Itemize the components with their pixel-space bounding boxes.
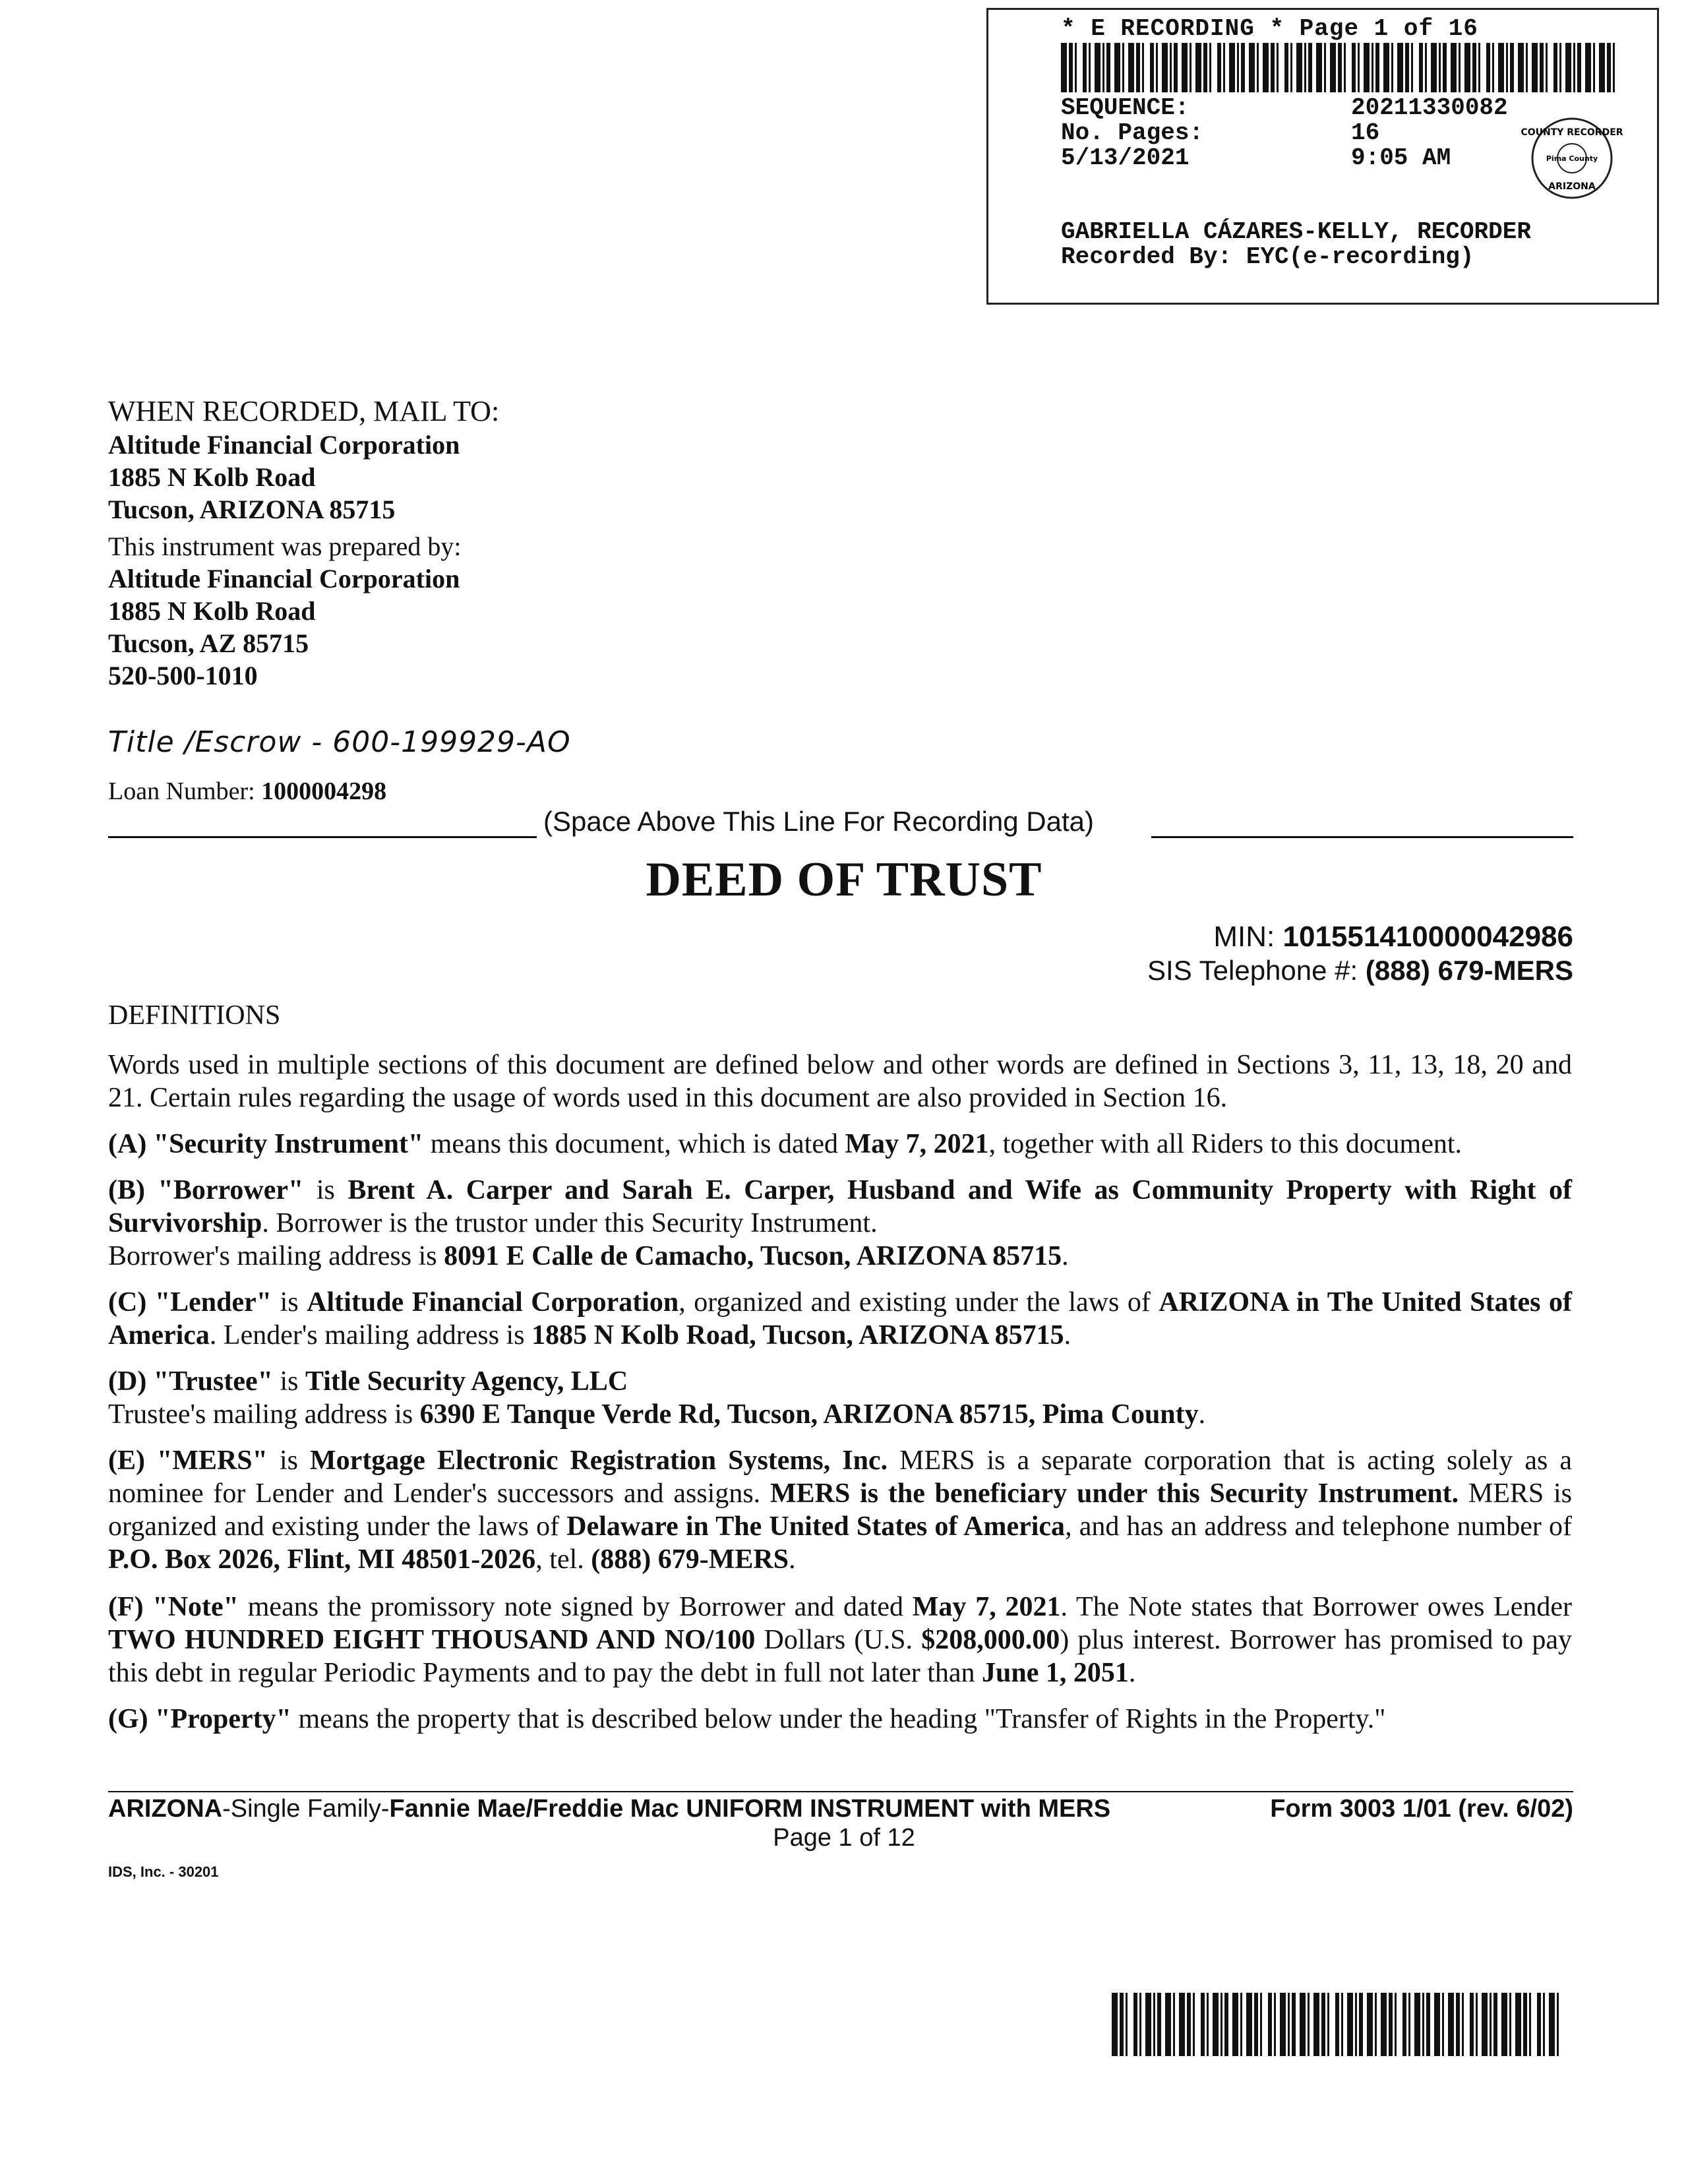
definition-f-label: (F) "Note" xyxy=(108,1592,239,1622)
barcode-bar xyxy=(1213,1993,1219,2056)
seal-text-bottom: ARIZONA xyxy=(1548,181,1596,192)
barcode-bar xyxy=(1280,1993,1286,2056)
title-escrow-handwritten: Title /Escrow - 600-199929-AO xyxy=(108,725,571,759)
barcode-bar xyxy=(1532,43,1538,92)
definition-e-text-6: . xyxy=(789,1544,796,1575)
barcode-bar xyxy=(1464,43,1470,92)
recording-time: 9:05 AM xyxy=(1351,144,1451,171)
barcode-bar xyxy=(1292,1993,1296,2056)
barcode-bar xyxy=(1472,43,1476,92)
barcode-bar xyxy=(1268,1993,1272,2056)
barcode-bar xyxy=(1523,1993,1527,2056)
barcode-bar xyxy=(1540,43,1544,92)
definition-c-text-2: , organized and existing under the laws of xyxy=(678,1287,1159,1318)
barcode-bar xyxy=(1443,43,1447,92)
barcode-bar xyxy=(1246,1993,1252,2056)
security-instrument-date: May 7, 2021 xyxy=(845,1129,989,1159)
barcode-bar xyxy=(1422,1993,1424,2056)
barcode-bar xyxy=(1448,1993,1454,2056)
barcode-bar xyxy=(1546,43,1548,92)
barcode-bar xyxy=(1518,43,1524,92)
sequence-value: 20211330082 xyxy=(1351,94,1508,121)
barcode-bar xyxy=(1498,43,1504,92)
definition-g-text: means the property that is described below under the heading "Transfer of Rights in the Property." xyxy=(291,1704,1386,1734)
recording-stamp xyxy=(986,8,1659,305)
mers-telephone: (888) 679-MERS xyxy=(591,1544,789,1575)
barcode-bar xyxy=(1559,43,1561,92)
lender-address: 1885 N Kolb Road, Tucson, ARIZONA 85715 xyxy=(531,1320,1064,1350)
barcode-bar xyxy=(1324,43,1326,92)
barcode-bar xyxy=(1462,1993,1464,2056)
mers-address: P.O. Box 2026, Flint, MI 48501-2026 xyxy=(108,1544,536,1575)
barcode-bar xyxy=(1182,43,1188,92)
definition-c-text-3: . Lender's mailing address is xyxy=(209,1320,532,1350)
barcode-bar xyxy=(1402,1993,1406,2056)
barcode-bar xyxy=(1459,43,1461,92)
barcode-bar xyxy=(1613,43,1615,92)
definition-a xyxy=(108,1128,1572,1161)
barcode-bar xyxy=(1106,43,1110,92)
barcode-bar xyxy=(1145,1993,1151,2056)
borrower-names: Brent A. Carper and Sarah E. Carper, Husband and Wife as Community Property with Right of Survivorship xyxy=(108,1175,1572,1238)
min-value: 101551410000042986 xyxy=(1282,921,1573,953)
barcode-bar xyxy=(1153,1993,1155,2056)
barcode-bar xyxy=(1364,43,1370,92)
barcode-bar xyxy=(1207,1993,1209,2056)
barcode-bar xyxy=(1142,43,1144,92)
barcode-bar xyxy=(1434,1993,1440,2056)
definition-g-label: (G) "Property" xyxy=(108,1704,291,1734)
barcode-bar xyxy=(1209,43,1211,92)
barcode-bar xyxy=(1165,1993,1171,2056)
sis-line xyxy=(1147,955,1573,986)
recorder-name: GABRIELLA CÁZARES-KELLY, RECORDER xyxy=(1061,218,1531,245)
barcode-bar xyxy=(1389,1993,1393,2056)
recording-barcode xyxy=(1061,43,1621,92)
barcode-bar xyxy=(1083,43,1087,92)
space-above-text: (Space Above This Line For Recording Data) xyxy=(543,806,1094,837)
mers-name: Mortgage Electronic Registration Systems, Inc. xyxy=(310,1445,888,1476)
definition-c-text-4: . xyxy=(1064,1320,1071,1350)
barcode-bar xyxy=(1254,1993,1258,2056)
definition-f-text-4: ) plus interest. Borrower has promised to pay this debt in regular Periodic Payments and to pay the debt in full not later than xyxy=(108,1625,1572,1688)
loan-number-label: Loan Number: xyxy=(108,777,255,805)
barcode-bar xyxy=(1190,43,1191,92)
definition-e-label: (E) "MERS" xyxy=(108,1445,268,1476)
barcode-bar xyxy=(1296,43,1302,92)
pages-label: No. Pages: xyxy=(1061,119,1204,146)
sis-value: (888) 679-MERS xyxy=(1365,955,1573,986)
barcode-bar xyxy=(1126,1993,1128,2056)
barcode-bar xyxy=(1290,43,1292,92)
note-date: May 7, 2021 xyxy=(912,1592,1061,1622)
definition-a-text: means this document, which is dated xyxy=(423,1129,845,1159)
barcode-bar xyxy=(1408,1993,1410,2056)
barcode-bar xyxy=(1486,43,1490,92)
barcode-bar xyxy=(1114,43,1120,92)
definition-e-text-5: , tel. xyxy=(535,1544,591,1575)
bottom-barcode xyxy=(1112,1993,1560,2056)
definition-e-text-3: MERS is organized and existing under the laws of xyxy=(108,1478,1573,1542)
recorded-by: Recorded By: EYC(e-recording) xyxy=(1061,243,1474,270)
mail-to-street: 1885 N Kolb Road xyxy=(108,462,316,492)
barcode-bar xyxy=(1316,43,1322,92)
barcode-bar xyxy=(1237,43,1239,92)
definition-b xyxy=(108,1174,1572,1273)
barcode-bar xyxy=(1451,43,1457,92)
footer-form-number: Form 3003 1/01 (rev. 6/02) xyxy=(1270,1795,1573,1823)
barcode-bar xyxy=(1405,43,1409,92)
prepared-by-name: Altitude Financial Corporation xyxy=(108,564,460,593)
barcode-bar xyxy=(1271,43,1275,92)
barcode-bar xyxy=(1585,43,1591,92)
barcode-bar xyxy=(1201,1993,1205,2056)
barcode-bar xyxy=(1150,43,1154,92)
barcode-bar xyxy=(1232,1993,1238,2056)
prepared-by-phone: 520-500-1010 xyxy=(108,661,258,690)
definition-e xyxy=(108,1444,1572,1576)
definition-a-text-end: , together with all Riders to this document. xyxy=(988,1129,1462,1159)
barcode-bar xyxy=(1573,43,1575,92)
footer-state: ARIZONA xyxy=(108,1795,223,1823)
loan-amount-words: TWO HUNDRED EIGHT THOUSAND AND NO/100 xyxy=(108,1625,756,1655)
definition-e-text-2: MERS is a separate corporation that is acting solely as a nominee for Lender and Lender's successors and assigns. xyxy=(108,1445,1572,1509)
barcode-bar xyxy=(1061,43,1067,92)
barcode-bar xyxy=(1565,43,1571,92)
borrower-address: 8091 E Calle de Camacho, Tucson, ARIZONA 85715 xyxy=(444,1241,1062,1271)
footer-text: -Single Family- xyxy=(222,1795,390,1823)
barcode-bar xyxy=(1414,1993,1420,2056)
footer-instrument: Fannie Mae/Freddie Mac UNIFORM INSTRUMENT with MERS xyxy=(389,1795,1111,1823)
barcode-bar xyxy=(1347,1993,1353,2056)
barcode-bar xyxy=(1355,1993,1357,2056)
barcode-bar xyxy=(1367,1993,1373,2056)
definition-d-text-2: Trustee's mailing address is xyxy=(108,1399,420,1430)
barcode-bar xyxy=(1335,1993,1339,2056)
barcode-bar xyxy=(1383,43,1389,92)
barcode-bar xyxy=(1193,1993,1195,2056)
barcode-bar xyxy=(1224,1993,1228,2056)
barcode-bar xyxy=(1257,43,1259,92)
barcode-bar xyxy=(1095,43,1100,92)
barcode-bar xyxy=(1607,43,1611,92)
barcode-bar xyxy=(1288,1993,1290,2056)
barcode-bar xyxy=(1456,1993,1460,2056)
barcode-bar xyxy=(1157,1993,1161,2056)
trustee-address: 6390 E Tanque Verde Rd, Tucson, ARIZONA 85715, Pima County xyxy=(419,1399,1199,1430)
barcode-bar xyxy=(1501,1993,1507,2056)
barcode-bar xyxy=(1260,1993,1262,2056)
definition-e-text: is xyxy=(267,1445,311,1476)
barcode-bar xyxy=(1506,43,1508,92)
document-title: DEED OF TRUST xyxy=(646,853,1042,907)
barcode-bar xyxy=(1599,43,1605,92)
barcode-bar xyxy=(1493,1993,1497,2056)
definition-c xyxy=(108,1286,1572,1352)
barcode-bar xyxy=(1482,1993,1488,2056)
barcode-bar xyxy=(1173,1993,1175,2056)
mail-to-name: Altitude Financial Corporation xyxy=(108,430,460,460)
barcode-bar xyxy=(1529,1993,1531,2056)
mers-beneficiary: MERS is the beneficiary under this Security Instrument. xyxy=(769,1478,1459,1509)
definition-b-label: (B) "Borrower" xyxy=(108,1175,304,1205)
barcode-bar xyxy=(1553,43,1557,92)
barcode-bar xyxy=(1549,1993,1555,2056)
barcode-bar xyxy=(1439,43,1441,92)
barcode-bar xyxy=(1431,43,1437,92)
mail-to-block xyxy=(108,394,499,526)
barcode-bar xyxy=(1411,43,1413,92)
barcode-bar xyxy=(1300,1993,1306,2056)
barcode-bar xyxy=(1187,1993,1191,2056)
definition-f xyxy=(108,1591,1572,1689)
definition-g xyxy=(108,1703,1572,1736)
barcode-bar xyxy=(1195,43,1201,92)
barcode-bar xyxy=(1492,43,1494,92)
trustee-name: Title Security Agency, LLC xyxy=(305,1366,628,1397)
footer-vendor: IDS, Inc. - 30201 xyxy=(108,1864,219,1880)
definition-b-text: is xyxy=(303,1175,348,1205)
barcode-bar xyxy=(1344,43,1346,92)
barcode-bar xyxy=(1139,1993,1141,2056)
barcode-bar xyxy=(1577,43,1581,92)
barcode-bar xyxy=(1174,43,1178,92)
barcode-bar xyxy=(1241,43,1245,92)
barcode-bar xyxy=(1375,1993,1377,2056)
barcode-bar xyxy=(1112,1993,1118,2056)
barcode-bar xyxy=(1277,43,1279,92)
barcode-bar xyxy=(1510,43,1514,92)
barcode-bar xyxy=(1274,1993,1276,2056)
barcode-bar xyxy=(1240,1993,1242,2056)
barcode-bar xyxy=(1308,43,1312,92)
sequence-label: SEQUENCE: xyxy=(1061,94,1190,121)
barcode-bar xyxy=(1217,43,1221,92)
barcode-bar xyxy=(1136,43,1140,92)
mers-laws: Delaware in The United States of America xyxy=(566,1511,1066,1542)
barcode-bar xyxy=(1381,1993,1387,2056)
barcode-bar xyxy=(1321,1993,1325,2056)
definition-b-text-4: . xyxy=(1062,1241,1069,1271)
barcode-bar xyxy=(1557,1993,1559,2056)
definition-d-text-3: . xyxy=(1198,1399,1206,1430)
county-recorder-seal-icon xyxy=(1521,115,1623,201)
barcode-bar xyxy=(1284,43,1288,92)
definition-d-text: is xyxy=(272,1366,305,1397)
loan-number: 1000004298 xyxy=(261,777,387,805)
footer-page-number: Page 1 of 12 xyxy=(773,1824,915,1852)
barcode-bar xyxy=(1515,1993,1521,2056)
loan-amount: $208,000.00 xyxy=(921,1625,1060,1655)
recording-rule-right xyxy=(1151,836,1573,838)
barcode-bar xyxy=(1249,43,1255,92)
prepared-by-street: 1885 N Kolb Road xyxy=(108,596,316,626)
prepared-by-block xyxy=(108,530,461,692)
barcode-bar xyxy=(1358,43,1360,92)
barcode-bar xyxy=(1128,43,1134,92)
barcode-bar xyxy=(1341,1993,1343,2056)
barcode-bar xyxy=(1162,43,1168,92)
min-label: MIN: xyxy=(1213,921,1275,953)
lender-name: Altitude Financial Corporation xyxy=(307,1287,679,1318)
barcode-bar xyxy=(1391,43,1393,92)
barcode-bar xyxy=(1156,43,1158,92)
barcode-bar xyxy=(1263,43,1269,92)
barcode-bar xyxy=(1203,43,1207,92)
loan-number-line xyxy=(108,777,386,806)
barcode-bar xyxy=(1120,1993,1124,2056)
lender-laws: ARIZONA in The United States of America xyxy=(108,1287,1573,1350)
maturity-date: June 1, 2051 xyxy=(982,1658,1129,1688)
definition-f-text: means the promissory note signed by Borrower and dated xyxy=(239,1592,913,1622)
prepared-by-heading: This instrument was prepared by: xyxy=(108,531,462,561)
barcode-bar xyxy=(1352,43,1356,92)
barcode-bar xyxy=(1229,43,1235,92)
barcode-bar xyxy=(1223,43,1225,92)
definition-b-text-3: Borrower's mailing address is xyxy=(108,1241,444,1271)
definition-f-text-2: . The Note states that Borrower owes Lender xyxy=(1060,1592,1572,1622)
barcode-bar xyxy=(1133,1993,1137,2056)
barcode-bar xyxy=(1478,43,1480,92)
definition-e-text-4: , and has an address and telephone number of xyxy=(1065,1511,1572,1542)
definition-b-text-2: . Borrower is the trustor under this Security Instrument. xyxy=(262,1208,878,1238)
recording-header: * E RECORDING * Page 1 of 16 xyxy=(1061,15,1478,42)
barcode-bar xyxy=(1221,1993,1222,2056)
barcode-bar xyxy=(1069,43,1073,92)
barcode-bar xyxy=(1308,1993,1310,2056)
footer-rule xyxy=(108,1791,1573,1792)
definition-f-text-5: . xyxy=(1128,1658,1136,1688)
definitions-intro: Words used in multiple sections of this document are defined below and other words are defined in Sections 3, 11, 13, 18, 20 and 21. Certain rules regarding the usage of words used in this document are also provided in Section 16. xyxy=(108,1050,1572,1113)
barcode-bar xyxy=(1470,1993,1474,2056)
definition-d xyxy=(108,1365,1572,1431)
barcode-bar xyxy=(1397,43,1403,92)
sis-label: SIS Telephone #: xyxy=(1147,955,1358,986)
barcode-bar xyxy=(1170,43,1172,92)
prepared-by-city: Tucson, AZ 85715 xyxy=(108,628,309,658)
barcode-bar xyxy=(1372,43,1373,92)
recording-rule-left xyxy=(108,836,537,838)
definition-f-text-3: Dollars (U.S. xyxy=(755,1625,922,1655)
barcode-bar xyxy=(1509,1993,1511,2056)
footer-form-line xyxy=(108,1795,1110,1823)
barcode-bar xyxy=(1543,1993,1545,2056)
mail-to-city: Tucson, ARIZONA 85715 xyxy=(108,495,396,524)
barcode-bar xyxy=(1419,43,1423,92)
barcode-bar xyxy=(1089,43,1091,92)
barcode-bar xyxy=(1122,43,1124,92)
barcode-bar xyxy=(1327,1993,1329,2056)
barcode-bar xyxy=(1375,43,1379,92)
barcode-bar xyxy=(1179,1993,1185,2056)
barcode-bar xyxy=(1304,43,1306,92)
definition-c-text: is xyxy=(272,1287,307,1318)
barcode-bar xyxy=(1075,43,1077,92)
definition-c-label: (C) "Lender" xyxy=(108,1287,272,1318)
mail-to-heading: WHEN RECORDED, MAIL TO: xyxy=(108,395,500,427)
barcode-bar xyxy=(1490,1993,1492,2056)
seal-text-center: Pima County xyxy=(1546,154,1598,163)
barcode-bar xyxy=(1395,1993,1397,2056)
barcode-bar xyxy=(1313,1993,1319,2056)
barcode-bar xyxy=(1338,43,1342,92)
barcode-bar xyxy=(1426,1993,1430,2056)
barcode-bar xyxy=(1102,43,1104,92)
seal-text-top: COUNTY RECORDER xyxy=(1521,127,1623,138)
pages-value: 16 xyxy=(1351,119,1380,146)
barcode-bar xyxy=(1442,1993,1444,2056)
min-line xyxy=(1213,921,1573,954)
recording-date: 5/13/2021 xyxy=(1061,144,1190,171)
barcode-bar xyxy=(1526,43,1528,92)
definitions-heading: DEFINITIONS xyxy=(108,1000,281,1031)
barcode-bar xyxy=(1425,43,1427,92)
definition-a-label: (A) "Security Instrument" xyxy=(108,1129,424,1159)
barcode-bar xyxy=(1330,43,1336,92)
definition-d-label: (D) "Trustee" xyxy=(108,1366,273,1397)
barcode-bar xyxy=(1359,1993,1363,2056)
barcode-bar xyxy=(1537,1993,1541,2056)
barcode-bar xyxy=(1476,1993,1478,2056)
barcode-bar xyxy=(1593,43,1595,92)
